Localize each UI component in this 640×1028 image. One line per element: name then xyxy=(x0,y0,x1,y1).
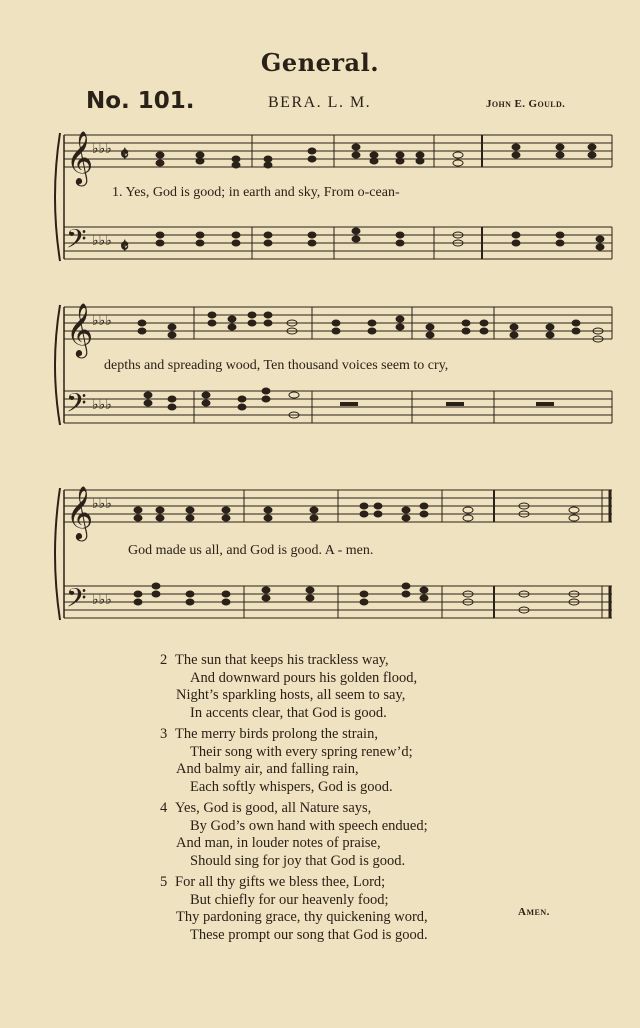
lyric-line-1: 1. Yes, God is good; in earth and sky, From o-cean- xyxy=(112,185,400,200)
verse-2 xyxy=(160,652,600,722)
verse-line: Each softly whispers, God is good. xyxy=(190,778,393,795)
verse-number: 2 xyxy=(160,652,168,668)
verse-number: 5 xyxy=(160,874,168,890)
svg-text:♭♭♭: ♭♭♭ xyxy=(92,497,112,512)
verse-line xyxy=(160,652,600,670)
section-heading: General. xyxy=(260,48,380,77)
verse-line: These prompt our song that God is good. xyxy=(190,926,428,943)
svg-text:♭♭♭: ♭♭♭ xyxy=(92,593,112,608)
svg-text:𝄞: 𝄞 xyxy=(66,485,94,539)
verse-line: And man, in louder notes of praise, xyxy=(176,835,381,851)
svg-text:♭♭♭: ♭♭♭ xyxy=(92,398,112,413)
hymn-number: No. 101. xyxy=(86,88,195,114)
svg-text:𝄞: 𝄞 xyxy=(66,302,94,356)
tune-name: BERA. L. M. xyxy=(268,94,372,111)
verse-number: 3 xyxy=(160,726,168,742)
verse-line: And balmy air, and falling rain, xyxy=(176,761,359,777)
verse-line xyxy=(160,726,600,744)
svg-text:𝄵: 𝄵 xyxy=(120,236,129,258)
verse-4 xyxy=(160,800,600,870)
verse-line xyxy=(160,800,600,818)
verse-line: Their song with every spring renew’d; xyxy=(190,743,413,760)
verse-line: Thy pardoning grace, thy quickening word, xyxy=(176,909,428,925)
verse-line: But chiefly for our heavenly food; xyxy=(190,891,389,908)
svg-text:𝄞: 𝄞 xyxy=(66,130,94,184)
verse-line: Night’s sparkling hosts, all seem to say, xyxy=(176,687,406,703)
svg-text:𝄢: 𝄢 xyxy=(66,223,87,261)
verse-text: For all thy gifts we bless thee, Lord; xyxy=(175,874,386,890)
verse-line: In accents clear, that God is good. xyxy=(190,704,387,721)
svg-text:𝄢: 𝄢 xyxy=(66,582,87,620)
verse-line: And downward pours his golden flood, xyxy=(190,669,418,686)
svg-text:♭♭♭: ♭♭♭ xyxy=(92,234,112,249)
lyric-line-2: depths and spreading wood, Ten thousand voices seem to cry, xyxy=(104,358,449,373)
composer-credit: John E. Gould. xyxy=(486,98,566,110)
verse-line: By God’s own hand with speech endued; xyxy=(190,817,428,834)
lyric-line-3: God made us all, and God is good. A - men. xyxy=(128,543,374,558)
verse-text: The sun that keeps his trackless way, xyxy=(175,652,389,668)
verse-line xyxy=(160,874,600,892)
svg-text:♭♭♭: ♭♭♭ xyxy=(92,314,112,329)
verse-3 xyxy=(160,726,600,796)
amen-label: Amen. xyxy=(518,906,550,918)
verse-number: 4 xyxy=(160,800,168,816)
svg-text:𝄵: 𝄵 xyxy=(120,144,129,166)
verse-text: The merry birds prolong the strain, xyxy=(175,726,378,742)
svg-text:♭♭♭: ♭♭♭ xyxy=(92,142,112,157)
verse-text: Yes, God is good, all Nature says, xyxy=(175,800,372,816)
verses-block xyxy=(160,652,600,948)
verse-line: Should sing for joy that God is good. xyxy=(190,852,406,869)
svg-text:𝄢: 𝄢 xyxy=(66,387,87,425)
